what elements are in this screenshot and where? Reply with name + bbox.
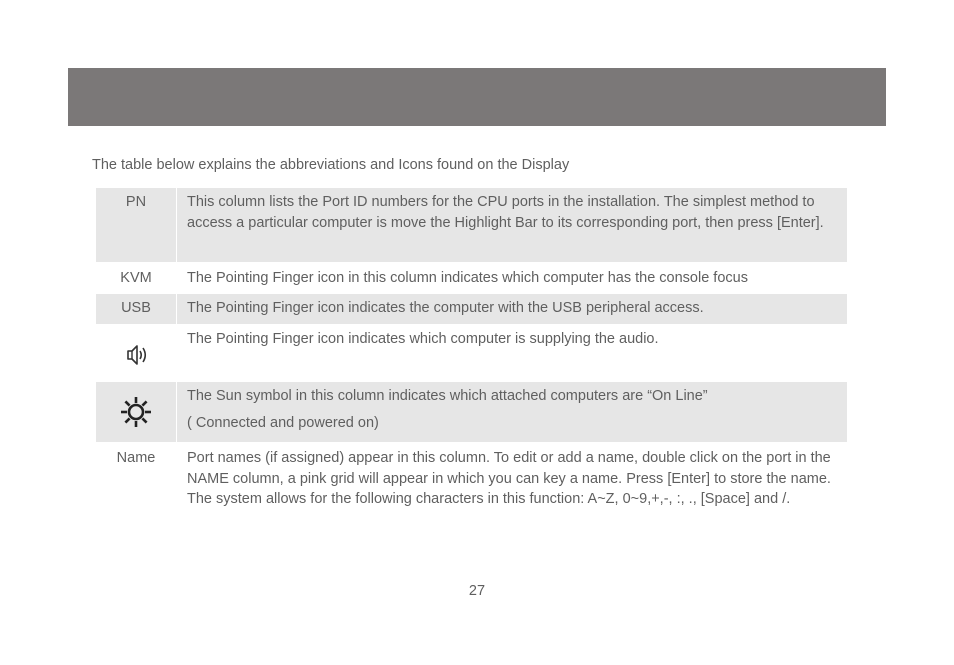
abbr-cell: USB [96, 294, 177, 324]
description-cell: The Pointing Finger icon indicates the computer with the USB peripheral access. [177, 294, 848, 324]
abbr-cell: KVM [96, 262, 177, 294]
table-row-name [96, 442, 847, 510]
speaker-icon [123, 341, 149, 376]
description-cell: The Pointing Finger icon in this column indicates which computer has the console focus [187, 270, 748, 286]
table-row-audio [96, 324, 847, 382]
description-cell: This column lists the Port ID numbers for the CPU ports in the installation. The simplest method to access a particular computer is move the Highlight Bar to its corresponding port, then press [Enter]. [177, 188, 848, 262]
abbr-cell: Name [96, 442, 177, 510]
description-line-2: ( Connected and powered on) [187, 414, 379, 431]
table-row-pn [96, 188, 847, 262]
sun-icon [119, 395, 153, 436]
description-cell: Port names (if assigned) appear in this column. To edit or add a name, double click on the port in the NAME column, a pink grid will appear in which you can key a name. Press [Enter] to store the name. The system allows for the following characters in this function: A~Z, 0~9,+,-, :, ., [Space] and /. [187, 450, 831, 507]
page-number: 27 [468, 583, 486, 599]
abbr-cell [96, 324, 177, 382]
abbreviations-table [96, 188, 847, 510]
header-bar [68, 68, 886, 126]
description-cell [177, 382, 848, 442]
table-row-usb [96, 294, 847, 324]
description-cell: The Pointing Finger icon indicates which computer is supplying the audio. [187, 331, 659, 347]
table-row-online [96, 382, 847, 442]
table-row-kvm [96, 262, 847, 294]
description-line-1: The Sun symbol in this column indicates which attached computers are “On Line” [187, 388, 708, 404]
abbr-cell [96, 382, 177, 442]
abbr-cell: PN [96, 188, 177, 262]
intro-text: The table below explains the abbreviations and Icons found on the Display [92, 157, 570, 173]
